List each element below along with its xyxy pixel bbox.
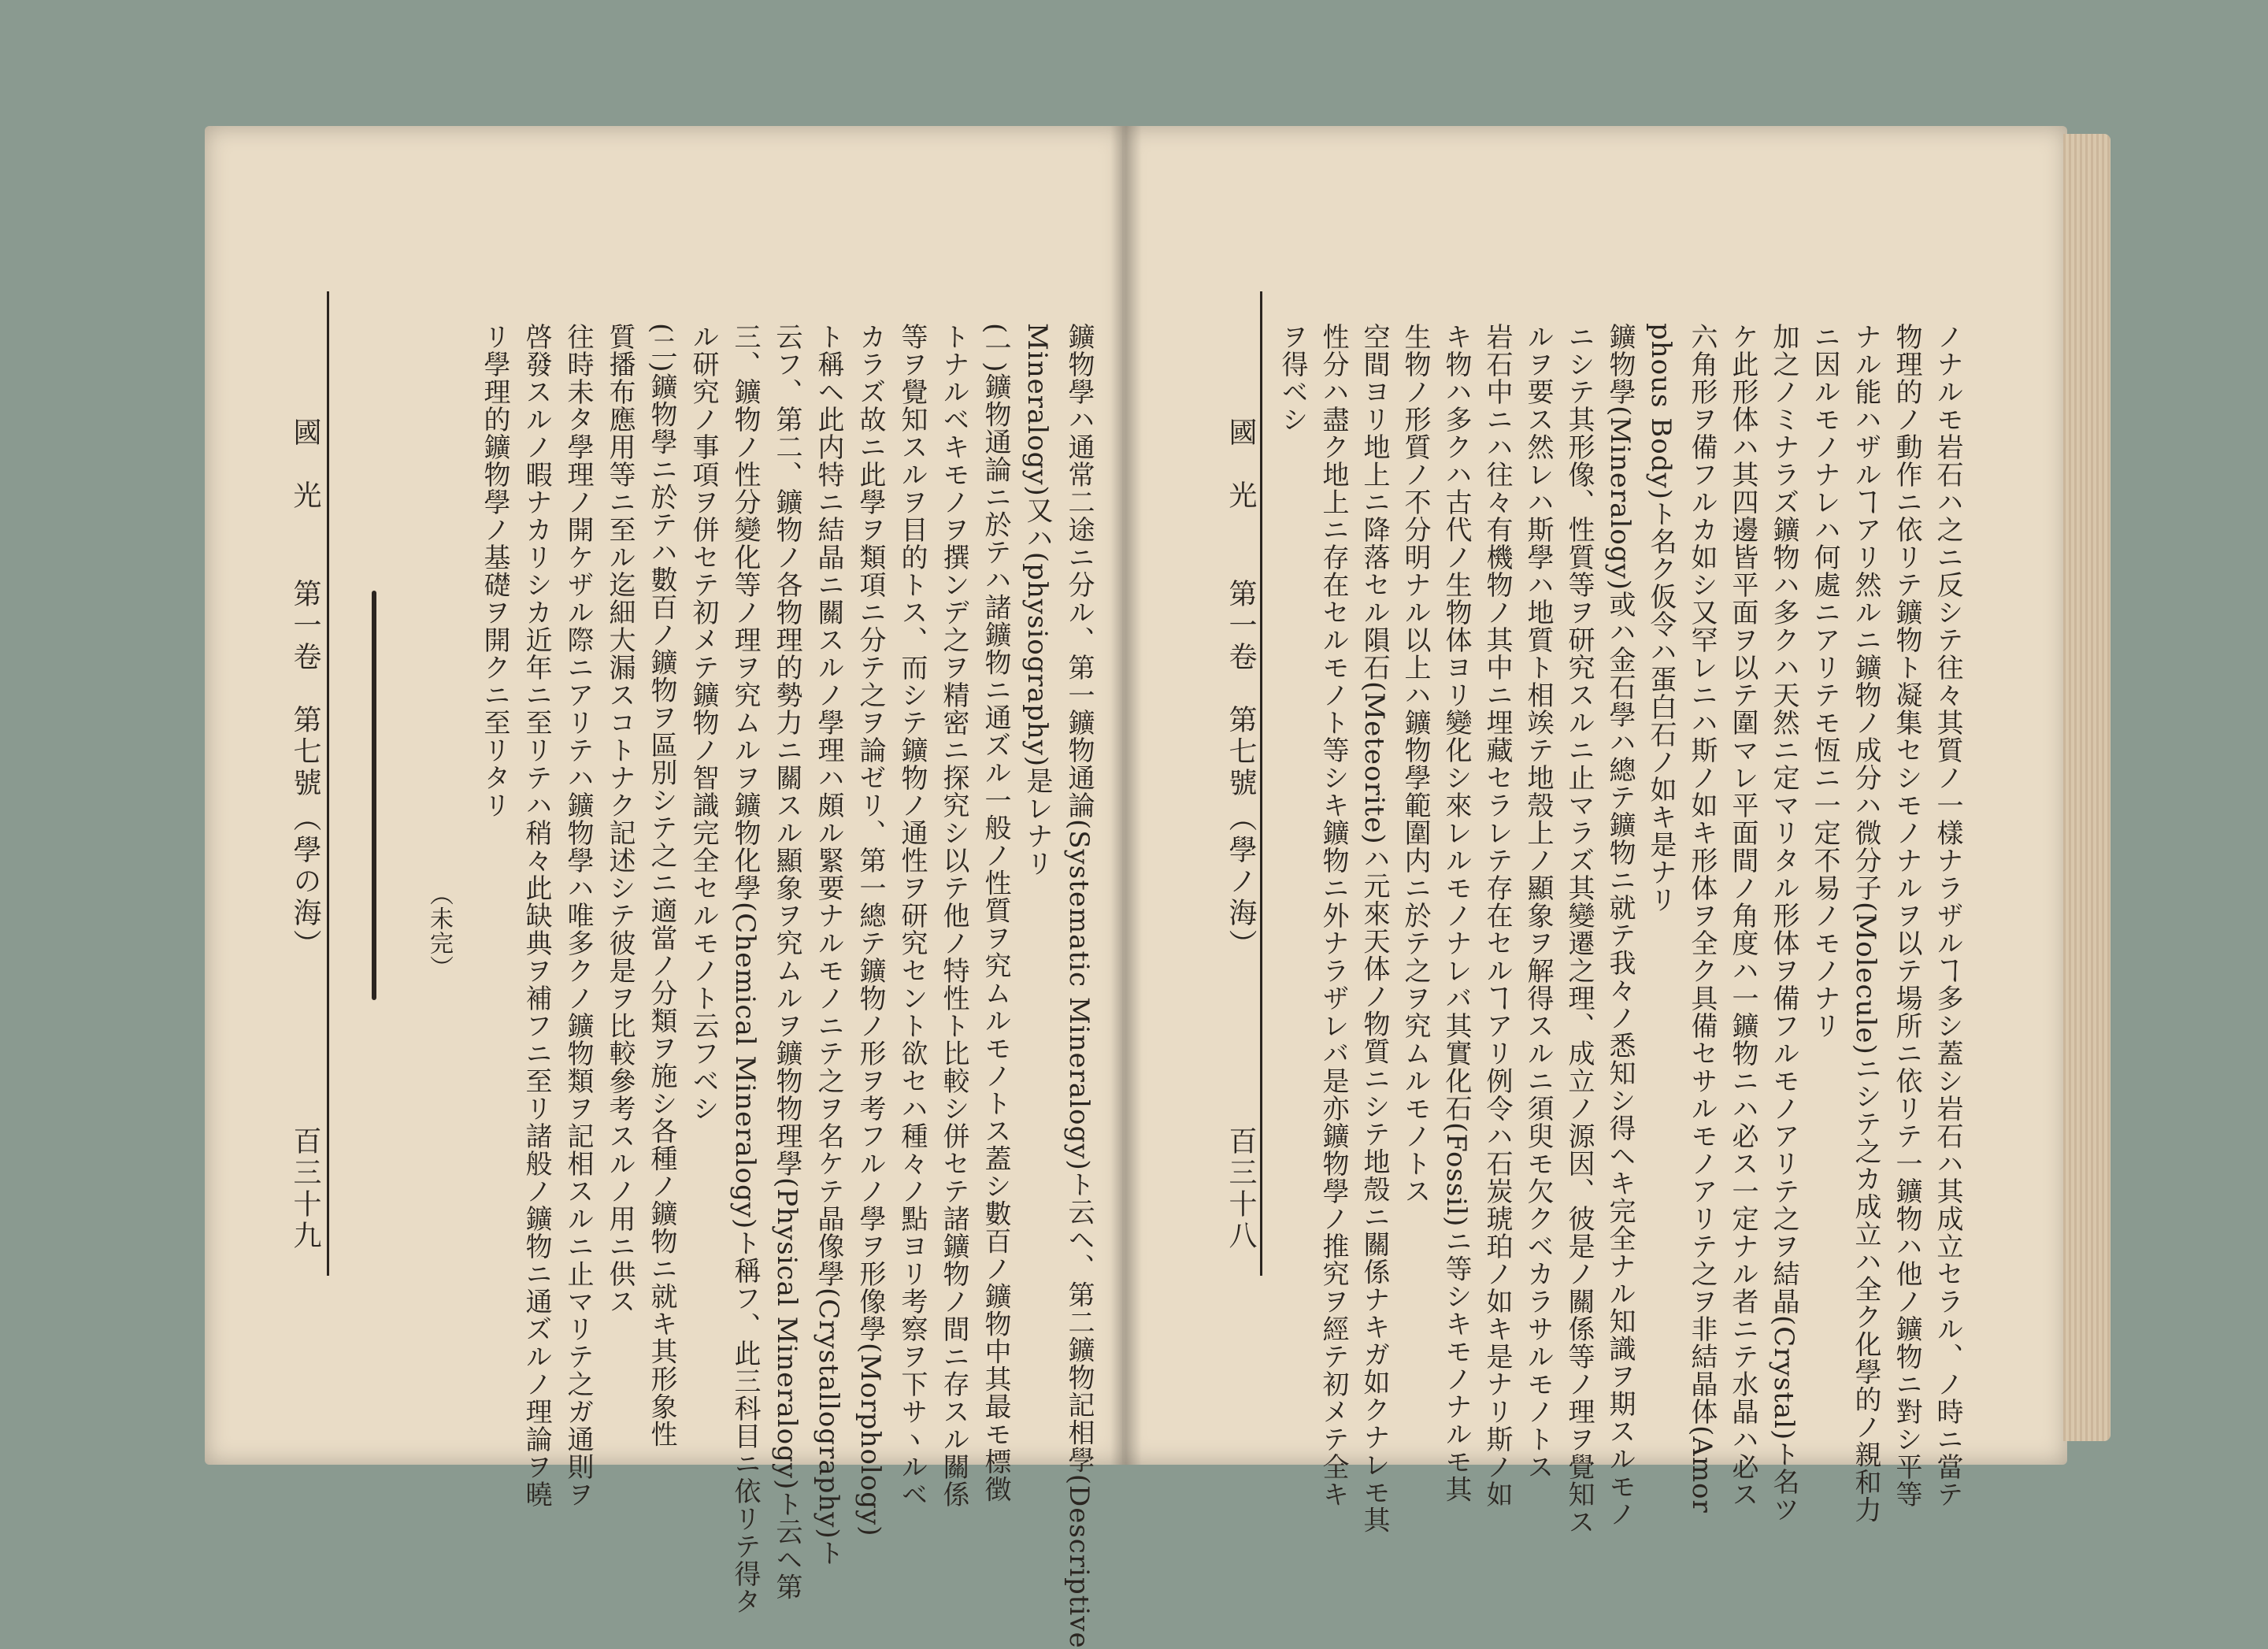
left-line-8: 云フ、第二、鑛物ノ各物理的勢力ニ關スル顯象ヲ究ムルヲ鑛物物理學(Physical Mineralogy)ト云ヘ第 bbox=[771, 323, 802, 1601]
left-line-10: ル研究ノ事項ヲ併セテ初メテ鑛物ノ智識完全セルモノト云フベシ bbox=[687, 323, 719, 1122]
right-line-1: ノナルモ岩石ハ之ニ反シテ往々其質ノ一樣ナラザルヿ多シ蓋シ岩石ハ其成立セラル、ノ時ニ當テ bbox=[1932, 323, 1963, 1508]
left-line-14: 啓發スルノ暇ナカリシカ近年ニ至リテハ稍々此缺典ヲ補フニ至リ諸般ノ鑛物ニ通ズルノ理論ヲ曉 bbox=[521, 323, 552, 1508]
right-line-13: キ物ハ多クハ古代ノ生物体ヨリ變化シ來レルモノナレバ其實化石(Fossil)ニ等シキモノナルモ其 bbox=[1440, 323, 1472, 1503]
right-page-number: 百三十八 bbox=[1225, 1126, 1257, 1252]
left-line-6: カラズ故ニ此學ヲ類項ニ分テ之ヲ論ゼリ、第一總テ鑛物ノ形ヲ考フルノ學ヲ形像學(Morphology) bbox=[854, 323, 886, 1537]
right-line-10: ニシテ其形像、性質等ヲ研究スルニ止マラズ其變遷之理、成立ノ源因、彼是ノ關係等ノ理ヲ覺知ス bbox=[1563, 323, 1595, 1536]
right-line-5: 加之ノミナラズ鑛物ハ多クハ天然ニ定マリタル形体ヲ備フルモノアリテ之ヲ結晶(Crystal)ト名ツ bbox=[1768, 323, 1799, 1524]
right-line-7: 六角形ヲ備フルカ如シ又罕レニハ斯ノ如キ形体ヲ全ク具備セサルモノアリテ之ヲ非結晶体(Amor bbox=[1686, 323, 1718, 1514]
right-line-6: ケ此形体ハ其四邊皆平面ヲ以テ圍マレ平面間ノ角度ハ一鑛物ニハ必ス一定ナル者ニテ水晶ハ必ス bbox=[1727, 323, 1758, 1508]
left-line-4: トナルベキモノヲ撰ンデ之ヲ精密ニ探究シ以テ他ノ特性ト比較シ併セテ諸鑛物ノ間ニ存スル關係 bbox=[938, 323, 969, 1508]
right-line-8: phous Body)ト名ク仮令ハ蛋白石ノ如キ是ナリ bbox=[1645, 323, 1677, 913]
left-line-15: リ學理的鑛物學ノ基礎ヲ開クニ至リタリ bbox=[479, 323, 510, 819]
left-line-3: (一)鑛物通論ニ於テハ諸鑛物ニ通ズル一般ノ性質ヲ究ムルモノトス蓋シ數百ノ鑛物中其最モ標徴 bbox=[980, 323, 1011, 1503]
left-header-volume: 第一卷 第七號 bbox=[289, 579, 321, 799]
right-line-2: 物理的ノ動作ニ依リテ鑛物ト凝集セシモノナルヲ以テ場所ニ依リテ一鑛物ハ他ノ鑛物ニ對シ平等 bbox=[1891, 323, 1922, 1508]
right-header-volume: 第一卷 第七號 bbox=[1225, 579, 1257, 799]
left-header-section: （學の海） bbox=[289, 803, 321, 961]
left-line-2: Mineralogy)又ハ(physiography)是レナリ bbox=[1021, 323, 1053, 878]
right-line-9: 鑛物學(Mineralogy)或ハ金石學ハ總テ鑛物ニ就テ我々ノ悉知シ得ヘキ完全ナル知識ヲ期スルモノ bbox=[1604, 323, 1636, 1529]
left-line-9: 三、鑛物ノ性分變化等ノ理ヲ究ムルヲ鑛物化學(Chemical Mineralogy)ト稱フ、此三科目ニ依リテ得タ bbox=[729, 323, 761, 1616]
left-line-12: 質播布應用等ニ至ル迄細大漏スコトナク記述シテ彼是ヲ比較參考スルノ用ニ供ス bbox=[604, 323, 636, 1315]
left-page-number: 百三十九 bbox=[289, 1126, 321, 1252]
right-line-11: ルヲ要ス然レハ斯學ハ地質ト相竢テ地殼上ノ顯象ヲ解得スルニ須臾モ欠クベカラサルモノトス bbox=[1522, 323, 1554, 1480]
end-ornament-line bbox=[372, 591, 376, 1000]
right-header-section: （學ノ海） bbox=[1225, 803, 1257, 961]
right-line-15: 空間ヨリ地上ニ降落セル隕石(Meteorite)ハ元來天体ノ物質ニシテ地殼ニ關係ナキガ如クナレモ其 bbox=[1358, 323, 1390, 1534]
left-header-rule bbox=[327, 291, 329, 1276]
right-line-16: 性分ハ盡ク地上ニ存在セルモノト等シキ鑛物ニ外ナラザレバ是亦鑛物學ノ推究ヲ經テ初メテ全キ bbox=[1317, 323, 1349, 1508]
left-line-1: 鑛物學ハ通常二途ニ分ル、第一鑛物通論(Systematic Mineralogy)ト云ヘ、第二鑛物記相學(Descriptive bbox=[1063, 323, 1095, 1649]
left-line-13: 往時未タ學理ノ開ケザル際ニアリテハ鑛物學ハ唯多クノ鑛物類ヲ記相スルニ止マリテ之ガ通則ヲ bbox=[562, 323, 594, 1508]
left-line-7: ト稱ヘ此内特ニ結晶ニ關スルノ學理ハ頗ル緊要ナルモノニテ之ヲ名ケテ晶像學(Crystallography)ト bbox=[813, 323, 844, 1567]
left-header-title: 國 光 bbox=[289, 417, 321, 512]
right-header-rule bbox=[1260, 291, 1262, 1276]
right-line-4: ニ因ルモノナレハ何處ニアリテモ恆ニ一定不易ノモノナリ bbox=[1809, 323, 1840, 1039]
left-end-note: （未完） bbox=[425, 882, 453, 980]
right-line-12: 岩石中ニハ往々有機物ノ其中ニ埋藏セラレテ存在セルヿアリ例令ハ石炭琥珀ノ如キ是ナリ斯ノ如 bbox=[1481, 323, 1513, 1508]
right-line-14: 生物ノ形質ノ不分明ナル以上ハ鑛物學範圍内ニ於テ之ヲ究ムルモノトス bbox=[1399, 323, 1431, 1205]
right-header-title: 國 光 bbox=[1225, 417, 1257, 512]
right-line-3: ナル能ハザルヿアリ然ルニ鑛物ノ成分ハ微分子(Molecule)ニシテ之カ成立ハ全ク化學的ノ親和力 bbox=[1850, 323, 1881, 1524]
left-line-5: 等ヲ覺知スルヲ目的トス、而シテ鑛物ノ通性ヲ研究セント欲セハ種々ノ點ヨリ考察ヲ下サヽルベ bbox=[896, 323, 928, 1508]
right-line-17: ヲ得ベシ bbox=[1277, 323, 1308, 433]
left-line-11: (二)鑛物學ニ於テハ數百ノ鑛物ヲ區別シテ之ニ適當ノ分類ヲ施シ各種ノ鑛物ニ就キ其形象性 bbox=[646, 323, 677, 1448]
book-gutter bbox=[1110, 126, 1142, 1465]
page-edges bbox=[2063, 134, 2110, 1441]
